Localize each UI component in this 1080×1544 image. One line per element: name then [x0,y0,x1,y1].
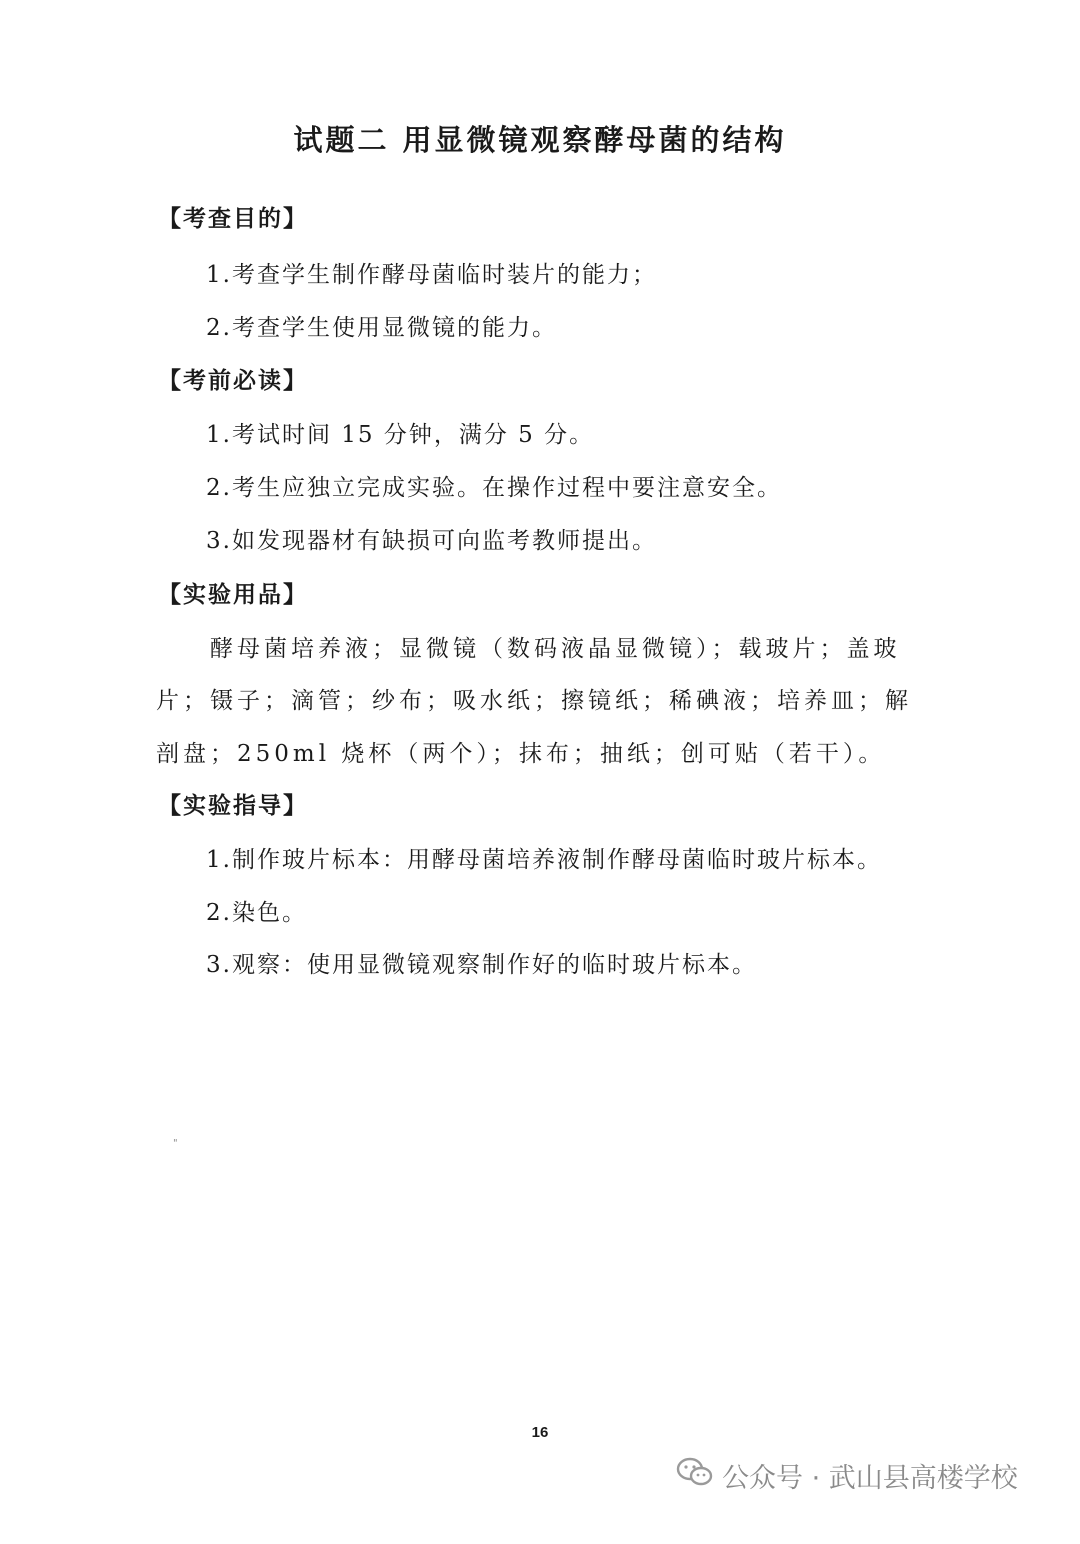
prereading-item-2: 2.考生应独立完成实验。在操作过程中要注意安全。 [206,475,782,501]
prereading-item-3: 3.如发现器材有缺损可向监考教师提出。 [206,528,657,554]
materials-line-2: 片；镊子；滴管；纱布；吸水纸；擦镜纸；稀碘液；培养皿；解 [156,688,912,714]
section-heading-guidance: 【实验指导】 [158,792,308,819]
guidance-item-2: 2.染色。 [206,900,307,926]
section-heading-materials: 【实验用品】 [158,581,308,608]
page-number: 16 [531,1424,549,1441]
purpose-item-2: 2.考查学生使用显微镜的能力。 [206,315,557,341]
prereading-item-1: 1.考试时间 15 分钟，满分 5 分。 [206,422,595,448]
guidance-item-3: 3.观察：使用显微镜观察制作好的临时玻片标本。 [206,952,757,978]
section-heading-purpose: 【考查目的】 [158,205,308,232]
watermark [676,1456,1018,1495]
guidance-item-1: 1.制作玻片标本：用酵母菌培养液制作酵母菌临时玻片标本。 [206,847,882,873]
section-heading-prereading: 【考前必读】 [158,367,308,394]
materials-line-3: 剖盘；250ml 烧杯（两个）；抹布；抽纸；创可贴（若干）。 [156,741,886,767]
document-title: 试题二 用显微镜观察酵母菌的结构 [293,123,787,157]
materials-line-1: 酵母菌培养液；显微镜（数码液晶显微镜）；载玻片；盖玻 [210,636,901,662]
purpose-item-1: 1.考查学生制作酵母菌临时装片的能力； [206,262,657,288]
stray-mark: " [173,1138,178,1149]
wechat-icon [676,1456,722,1495]
watermark-text: 公众号 · 武山县高楼学校 [722,1463,1018,1494]
